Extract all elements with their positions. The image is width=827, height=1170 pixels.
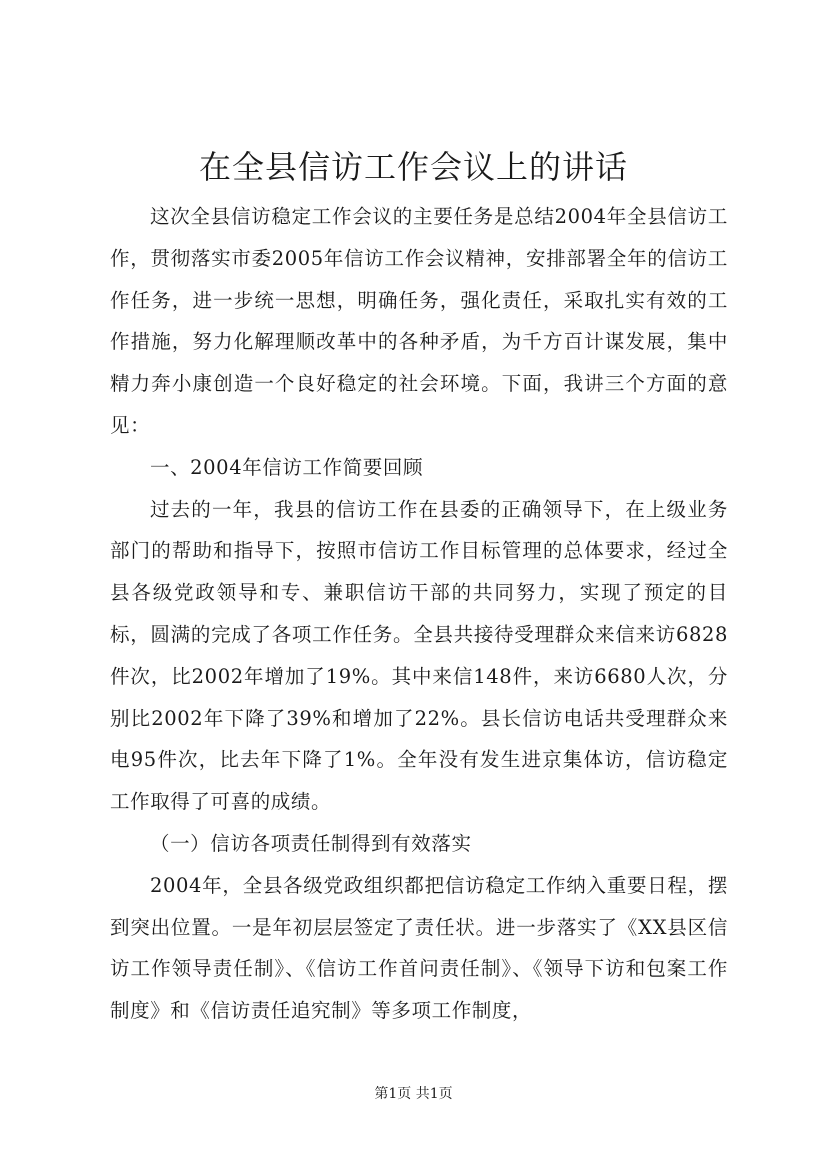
document-title: 在全县信访工作会议上的讲话 <box>198 148 628 186</box>
document-body <box>110 196 728 1032</box>
page-footer: 第1页 共1页 <box>374 1086 453 1102</box>
paragraph-intro: 这次全县信访稳定工作会议的主要任务是总结2004年全县信访工作，贯彻落实市委2005年信访工作会议精神，安排部署全年的信访工作任务，进一步统一思想，明确任务，强化责任，采取扎实有效的工作措施，努力化解理顺改革中的各种矛盾，为千方百计谋发展，集中精力奔小康创造一个良好稳定的社会环境。下面，我讲三个方面的意见： <box>110 205 728 437</box>
paragraph-review: 过去的一年，我县的信访工作在县委的正确领导下，在上级业务部门的帮助和指导下，按照市信访工作目标管理的总体要求，经过全县各级党政领导和专、兼职信访干部的共同努力，实现了预定的目标，圆满的完成了各项工作任务。全县共接待受理群众来信来访6828件次，比2002年增加了19%。其中来信148件，来访6680人次，分别比2002年下降了39%和增加了22%。县长信访电话共受理群众来电95件次，比去年下降了1%。全年没有发生进京集体访，信访稳定工作取得了可喜的成绩。 <box>110 497 728 814</box>
subsection-heading-1: （一）信访各项责任制得到有效落实 <box>149 831 472 855</box>
paragraph-responsibility: 2004年，全县各级党政组织都把信访稳定工作纳入重要日程，摆到突出位置。一是年初层层签定了责任状。进一步落实了《XX县区信访工作领导责任制》、《信访工作首问责任制》、《领导下访和包案工作制度》和《信访责任追究制》等多项工作制度， <box>110 873 728 1023</box>
section-heading-1: 一、2004年信访工作简要回顾 <box>149 455 424 479</box>
